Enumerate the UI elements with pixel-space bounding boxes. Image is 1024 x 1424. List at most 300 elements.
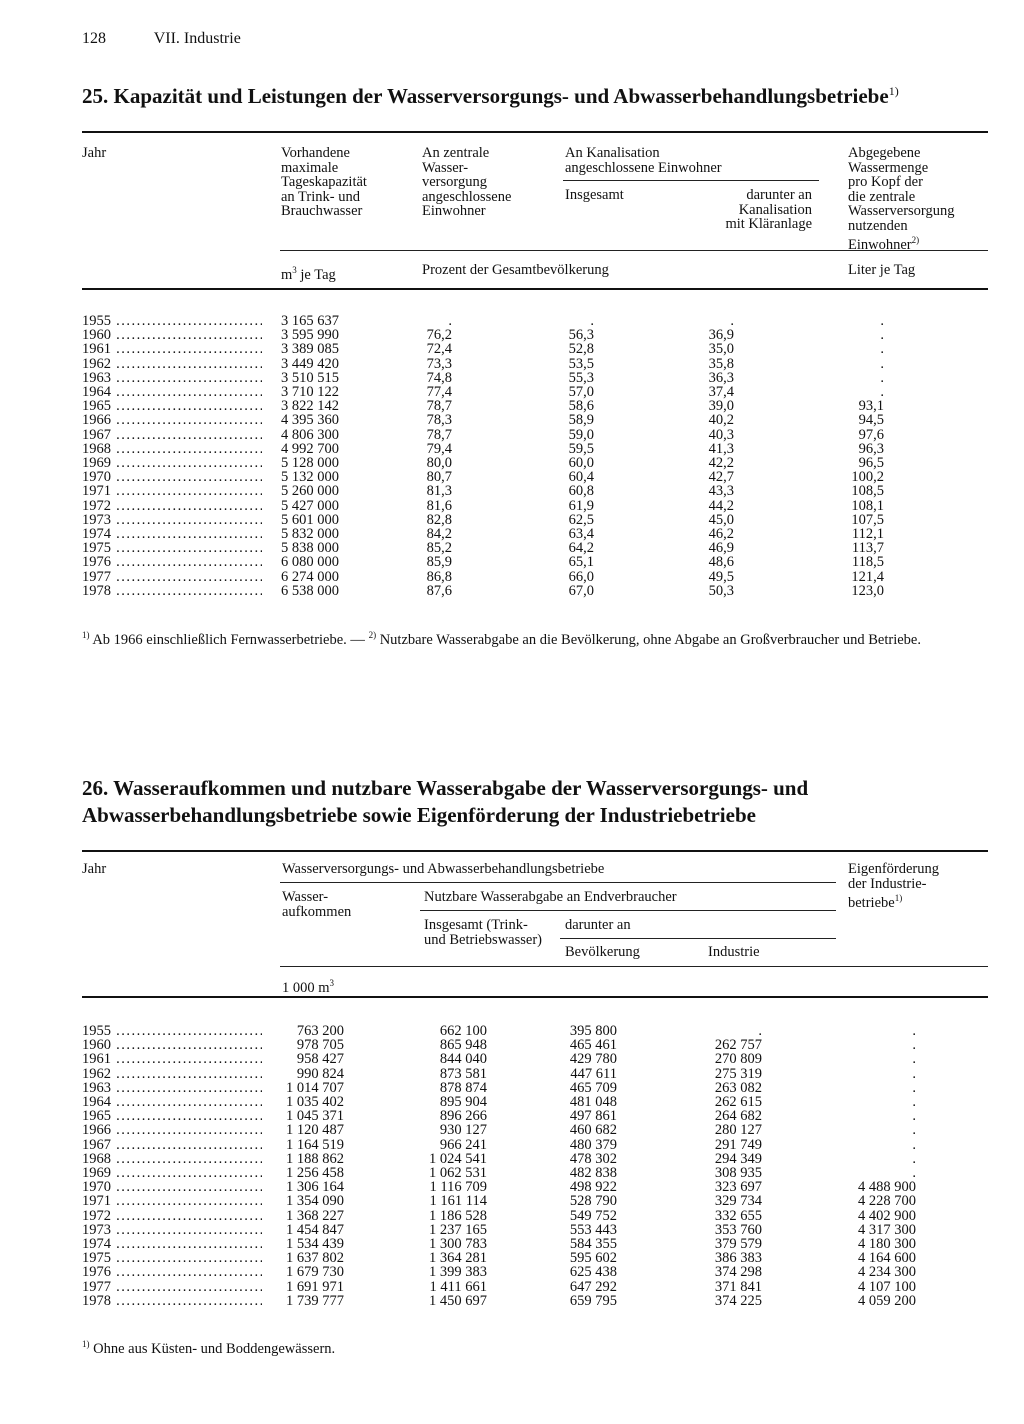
cell-year: 1969 .....	[82, 456, 262, 470]
nutzbar-subrule	[420, 910, 836, 911]
cell-capacity: 3 595 990	[281, 327, 339, 344]
cell-central-percent: 78,7	[426, 426, 452, 443]
table-row	[0, 1123, 1024, 1137]
cell-aufkommen: 1 035 402	[286, 1094, 344, 1110]
col-central-header: An zentrale Wasser- versorgung angeschlossene Einwohner	[422, 145, 512, 219]
table-row	[0, 1251, 1024, 1265]
cell-year: 1970 .....	[82, 470, 262, 484]
col-abgegeben-header: Abgegebene Wassermenge pro Kopf der die zentrale Wasserversorgung nutzenden Einwohner$^{2)}$	[848, 145, 955, 253]
cell-kanalisation-percent: 58,9	[568, 412, 594, 429]
cell-aufkommen: 1 637 802	[286, 1250, 344, 1267]
cell-year: 1955 .....	[82, 314, 262, 328]
cell-insgesamt: 1 399 383	[429, 1264, 487, 1281]
cell-central-percent: 80,7	[426, 469, 452, 486]
cell-capacity: 4 395 360	[281, 412, 339, 429]
cell-industrie: .	[758, 1023, 762, 1039]
cell-aufkommen: 1 256 458	[286, 1165, 344, 1181]
cell-year: 1967 .....	[82, 1138, 262, 1152]
cell-central-percent: 76,2	[426, 327, 452, 344]
cell-eigenfoerderung: .	[912, 1079, 916, 1096]
cell-central-percent: 84,2	[426, 526, 452, 542]
cell-central-percent: 73,3	[426, 355, 452, 372]
unit-capacity: $m^3$ je Tag	[281, 265, 336, 283]
units-upper-rule	[280, 250, 988, 251]
table-26-title: 26. Wasseraufkommen und nutzbare Wasserabgabe der Wasserversorgungs- und Abwasserbehandlungsbetriebe sowie Eigenförderung der Industriebetriebe	[82, 776, 809, 827]
cell-capacity: 3 449 420	[281, 355, 339, 372]
cell-kanalisation-percent: 67,0	[568, 582, 594, 599]
cell-insgesamt: 1 062 531	[429, 1165, 487, 1181]
cell-industrie: 280 127	[714, 1122, 762, 1139]
table-row	[0, 456, 1024, 470]
cell-klaeranlage-percent: 48,6	[708, 554, 734, 571]
table-row	[0, 1067, 1024, 1081]
units-rule-26	[280, 966, 988, 967]
cell-bevoelkerung: 480 379	[569, 1136, 617, 1153]
table-row	[0, 1081, 1024, 1095]
cell-eigenfoerderung: 4 317 300	[858, 1221, 916, 1238]
cell-aufkommen: 1 368 227	[286, 1207, 344, 1224]
table-row	[0, 314, 1024, 328]
cell-insgesamt: 966 241	[439, 1136, 487, 1153]
cell-insgesamt: 662 100	[439, 1023, 487, 1039]
cell-liter-per-day: 112,1	[851, 526, 884, 542]
cell-kanalisation-percent: 61,9	[568, 497, 594, 514]
cell-liter-per-day: 96,5	[858, 455, 884, 471]
cell-industrie: 332 655	[714, 1207, 762, 1224]
table-row	[0, 385, 1024, 399]
cell-eigenfoerderung: .	[912, 1108, 916, 1125]
cell-year: 1961 .....	[82, 1052, 262, 1066]
cell-insgesamt: 1 237 165	[429, 1221, 487, 1238]
cell-kanalisation-percent: 53,5	[568, 355, 594, 372]
cell-central-percent: 77,4	[426, 384, 452, 400]
cell-eigenfoerderung: 4 180 300	[858, 1236, 916, 1252]
cell-insgesamt: 1 116 709	[429, 1179, 487, 1196]
cell-capacity: 6 538 000	[281, 582, 339, 599]
table-row	[0, 513, 1024, 527]
cell-year: 1972 .....	[82, 499, 262, 513]
cell-insgesamt: 896 266	[439, 1108, 487, 1125]
cell-kanalisation-percent: 60,8	[568, 483, 594, 500]
table-row	[0, 357, 1024, 371]
col-aufkommen-header: Wasser- aufkommen	[282, 889, 352, 920]
cell-aufkommen: 990 824	[296, 1065, 344, 1082]
cell-industrie: 294 349	[714, 1150, 762, 1167]
cell-klaeranlage-percent: 49,5	[708, 568, 734, 585]
cell-bevoelkerung: 465 709	[569, 1079, 617, 1096]
cell-liter-per-day: 100,2	[851, 469, 884, 486]
cell-kanalisation-percent: 56,3	[568, 327, 594, 344]
cell-liter-per-day: 107,5	[851, 511, 884, 528]
cell-year: 1971 .....	[82, 484, 262, 498]
cell-bevoelkerung: 447 611	[570, 1065, 617, 1082]
cell-central-percent: 78,7	[426, 398, 452, 415]
cell-industrie: 262 615	[714, 1094, 762, 1110]
cell-insgesamt: 1 161 114	[429, 1193, 487, 1210]
cell-liter-per-day: 97,6	[858, 426, 884, 443]
col-jahr-header: Jahr	[82, 145, 107, 161]
table-row	[0, 470, 1024, 484]
cell-kanalisation-percent: 59,5	[568, 440, 594, 457]
table-row	[0, 584, 1024, 598]
col-insgesamt-header: Insgesamt	[565, 187, 624, 203]
table-row	[0, 399, 1024, 413]
cell-aufkommen: 1 354 090	[286, 1193, 344, 1210]
cell-central-percent: 74,8	[426, 369, 452, 386]
table-25-header-bottom-rule	[82, 288, 988, 290]
cell-year: 1975 .....	[82, 541, 262, 555]
cell-insgesamt: 873 581	[439, 1065, 487, 1082]
cell-year: 1964 .....	[82, 385, 262, 399]
cell-year: 1973 .....	[82, 513, 262, 527]
table-row	[0, 1024, 1024, 1038]
cell-aufkommen: 1 188 862	[286, 1150, 344, 1167]
cell-eigenfoerderung: .	[912, 1094, 916, 1110]
cell-insgesamt: 1 364 281	[429, 1250, 487, 1267]
cell-industrie: 263 082	[714, 1079, 762, 1096]
cell-klaeranlage-percent: 36,3	[708, 369, 734, 386]
cell-central-percent: .	[448, 313, 452, 329]
cell-liter-per-day: .	[880, 384, 884, 400]
cell-central-percent: 81,3	[426, 483, 452, 500]
cell-aufkommen: 1 120 487	[286, 1122, 344, 1139]
cell-insgesamt: 1 024 541	[429, 1150, 487, 1167]
col-insgesamt-header-26: Insgesamt (Trink- und Betriebswasser)	[424, 917, 542, 948]
cell-year: 1963 .....	[82, 371, 262, 385]
cell-aufkommen: 1 164 519	[286, 1136, 344, 1153]
cell-kanalisation-percent: 60,0	[568, 455, 594, 471]
cell-year: 1972 .....	[82, 1209, 262, 1223]
cell-liter-per-day: .	[880, 355, 884, 372]
cell-capacity: 3 510 515	[281, 369, 339, 386]
cell-bevoelkerung: 553 443	[569, 1221, 617, 1238]
cell-klaeranlage-percent: 46,9	[708, 540, 734, 557]
darunter-subrule	[560, 938, 836, 939]
cell-aufkommen: 1 679 730	[286, 1264, 344, 1281]
table-row	[0, 555, 1024, 569]
table-row	[0, 1166, 1024, 1180]
cell-year: 1971 .....	[82, 1194, 262, 1208]
col-group-header: Wasserversorgungs- und Abwasserbehandlungsbetriebe	[282, 861, 605, 877]
cell-year: 1965 .....	[82, 1109, 262, 1123]
cell-insgesamt: 878 874	[439, 1079, 487, 1096]
cell-central-percent: 87,6	[426, 582, 452, 599]
cell-central-percent: 81,6	[426, 497, 452, 514]
cell-klaeranlage-percent: 43,3	[708, 483, 734, 500]
cell-year: 1978 .....	[82, 1294, 262, 1308]
cell-year: 1965 .....	[82, 399, 262, 413]
cell-bevoelkerung: 549 752	[569, 1207, 617, 1224]
cell-capacity: 3 165 637	[281, 313, 339, 329]
cell-eigenfoerderung: .	[912, 1150, 916, 1167]
cell-capacity: 5 601 000	[281, 511, 339, 528]
table-row	[0, 442, 1024, 456]
cell-capacity: 5 128 000	[281, 455, 339, 471]
cell-eigenfoerderung: .	[912, 1165, 916, 1181]
cell-kanalisation-percent: 64,2	[568, 540, 594, 557]
cell-insgesamt: 1 186 528	[429, 1207, 487, 1224]
cell-capacity: 3 389 085	[281, 341, 339, 358]
cell-year: 1973 .....	[82, 1223, 262, 1237]
cell-central-percent: 72,4	[426, 341, 452, 358]
cell-kanalisation-percent: 52,8	[568, 341, 594, 358]
cell-industrie: 323 697	[714, 1179, 762, 1196]
cell-kanalisation-percent: 55,3	[568, 369, 594, 386]
table-row	[0, 413, 1024, 427]
cell-capacity: 6 274 000	[281, 568, 339, 585]
cell-industrie: 379 579	[714, 1236, 762, 1252]
cell-kanalisation-percent: 66,0	[568, 568, 594, 585]
cell-bevoelkerung: 498 922	[569, 1179, 617, 1196]
cell-kanalisation-percent: .	[590, 313, 594, 329]
cell-kanalisation-percent: 62,5	[568, 511, 594, 528]
cell-eigenfoerderung: 4 234 300	[858, 1264, 916, 1281]
cell-year: 1963 .....	[82, 1081, 262, 1095]
cell-year: 1955 .....	[82, 1024, 262, 1038]
cell-klaeranlage-percent: 50,3	[708, 582, 734, 599]
cell-liter-per-day: 121,4	[851, 568, 884, 585]
cell-eigenfoerderung: .	[912, 1136, 916, 1153]
cell-aufkommen: 1 045 371	[286, 1108, 344, 1125]
table-row	[0, 1280, 1024, 1294]
cell-aufkommen: 1 014 707	[286, 1079, 344, 1096]
cell-liter-per-day: 113,7	[851, 540, 884, 557]
cell-industrie: 291 749	[714, 1136, 762, 1153]
cell-year: 1964 .....	[82, 1095, 262, 1109]
table-row	[0, 527, 1024, 541]
cell-industrie: 371 841	[714, 1278, 762, 1295]
table-25-title: 25. Kapazität und Leistungen der Wasserversorgungs- und Abwasserbehandlungsbetriebe$^{1)}$	[82, 84, 899, 108]
cell-klaeranlage-percent: 37,4	[708, 384, 734, 400]
cell-year: 1976 .....	[82, 1265, 262, 1279]
cell-year: 1961 .....	[82, 342, 262, 356]
cell-eigenfoerderung: .	[912, 1065, 916, 1082]
cell-insgesamt: 865 948	[439, 1037, 487, 1054]
col-capacity-header: Vorhandene maximale Tageskapazität an Trink- und Brauchwasser	[281, 145, 367, 219]
cell-industrie: 374 298	[714, 1264, 762, 1281]
cell-klaeranlage-percent: 46,2	[708, 526, 734, 542]
table-row	[0, 484, 1024, 498]
cell-insgesamt: 895 904	[439, 1094, 487, 1110]
cell-liter-per-day: .	[880, 341, 884, 358]
cell-aufkommen: 1 739 777	[286, 1292, 344, 1309]
cell-eigenfoerderung: 4 059 200	[858, 1292, 916, 1309]
col-kanalisation-header: An Kanalisation angeschlossene Einwohner	[565, 145, 722, 176]
cell-capacity: 5 838 000	[281, 540, 339, 557]
cell-liter-per-day: .	[880, 369, 884, 386]
cell-liter-per-day: 108,1	[851, 497, 884, 514]
table-row	[0, 541, 1024, 555]
unit-26: 1 000 $m^3$	[282, 978, 335, 996]
cell-klaeranlage-percent: 45,0	[708, 511, 734, 528]
cell-eigenfoerderung: .	[912, 1051, 916, 1068]
cell-kanalisation-percent: 60,4	[568, 469, 594, 486]
cell-klaeranlage-percent: 35,0	[708, 341, 734, 358]
table-row	[0, 1138, 1024, 1152]
cell-insgesamt: 844 040	[439, 1051, 487, 1068]
cell-year: 1974 .....	[82, 527, 262, 541]
cell-kanalisation-percent: 65,1	[568, 554, 594, 571]
cell-eigenfoerderung: 4 402 900	[858, 1207, 916, 1224]
cell-bevoelkerung: 497 861	[569, 1108, 617, 1125]
cell-aufkommen: 958 427	[296, 1051, 344, 1068]
cell-industrie: 262 757	[714, 1037, 762, 1054]
cell-year: 1968 .....	[82, 442, 262, 456]
cell-bevoelkerung: 429 780	[569, 1051, 617, 1068]
col-nutzbar-header: Nutzbare Wasserabgabe an Endverbraucher	[424, 889, 677, 905]
cell-klaeranlage-percent: 39,0	[708, 398, 734, 415]
table-row	[0, 1038, 1024, 1052]
table-row	[0, 1223, 1024, 1237]
cell-klaeranlage-percent: 35,8	[708, 355, 734, 372]
cell-year: 1960 .....	[82, 328, 262, 342]
cell-liter-per-day: .	[880, 313, 884, 329]
cell-capacity: 3 822 142	[281, 398, 339, 415]
page-number: 128	[82, 30, 106, 47]
table-row	[0, 328, 1024, 342]
cell-year: 1977 .....	[82, 1280, 262, 1294]
table-row	[0, 1180, 1024, 1194]
cell-capacity: 4 992 700	[281, 440, 339, 457]
cell-bevoelkerung: 595 602	[569, 1250, 617, 1267]
cell-aufkommen: 1 691 971	[286, 1278, 344, 1295]
cell-aufkommen: 763 200	[296, 1023, 344, 1039]
col-klaeranlage-header: darunter an Kanalisation mit Kläranlage	[725, 187, 812, 232]
cell-liter-per-day: 93,1	[858, 398, 884, 415]
cell-year: 1974 .....	[82, 1237, 262, 1251]
cell-central-percent: 79,4	[426, 440, 452, 457]
cell-capacity: 5 260 000	[281, 483, 339, 500]
cell-year: 1967 .....	[82, 428, 262, 442]
cell-capacity: 6 080 000	[281, 554, 339, 571]
cell-central-percent: 80,0	[426, 455, 452, 471]
table-26-footnote: $^{1)}$ Ohne aus Küsten- und Boddengewässern.	[82, 1339, 336, 1357]
cell-central-percent: 85,9	[426, 554, 452, 571]
table-row	[0, 499, 1024, 513]
cell-capacity: 5 132 000	[281, 469, 339, 486]
cell-central-percent: 85,2	[426, 540, 452, 557]
cell-bevoelkerung: 659 795	[569, 1292, 617, 1309]
cell-central-percent: 78,3	[426, 412, 452, 429]
cell-aufkommen: 978 705	[296, 1037, 344, 1054]
running-header	[82, 30, 241, 48]
cell-industrie: 386 383	[714, 1250, 762, 1267]
cell-capacity: 5 427 000	[281, 497, 339, 514]
cell-year: 1960 .....	[82, 1038, 262, 1052]
cell-industrie: 374 225	[714, 1292, 762, 1309]
col-bevoelkerung-header: Bevölkerung	[565, 944, 640, 960]
col-jahr-header-26: Jahr	[82, 861, 107, 877]
cell-klaeranlage-percent: .	[730, 313, 734, 329]
table-25-footnote: $^{1)}$ Ab 1966 einschließlich Fernwasserbetriebe. — $^{2)}$ Nutzbare Wasserabgabe an die Bevölkerung, ohne Abgabe an Großverbraucher und Betriebe.	[82, 630, 921, 648]
cell-year: 1977 .....	[82, 570, 262, 584]
cell-aufkommen: 1 306 164	[286, 1179, 344, 1196]
cell-liter-per-day: 94,5	[858, 412, 884, 429]
cell-bevoelkerung: 460 682	[569, 1122, 617, 1139]
cell-eigenfoerderung: 4 164 600	[858, 1250, 916, 1267]
table-row	[0, 428, 1024, 442]
cell-capacity: 4 806 300	[281, 426, 339, 443]
kanalisation-subrule	[563, 180, 819, 181]
cell-klaeranlage-percent: 42,7	[708, 469, 734, 486]
cell-industrie: 275 319	[714, 1065, 762, 1082]
cell-year: 1975 .....	[82, 1251, 262, 1265]
table-row	[0, 570, 1024, 584]
cell-year: 1966 .....	[82, 413, 262, 427]
cell-central-percent: 82,8	[426, 511, 452, 528]
unit-liter: Liter je Tag	[848, 262, 916, 278]
cell-klaeranlage-percent: 44,2	[708, 497, 734, 514]
cell-kanalisation-percent: 63,4	[568, 526, 594, 542]
cell-bevoelkerung: 481 048	[569, 1094, 617, 1110]
table-26-header-bottom-rule	[82, 996, 988, 998]
cell-klaeranlage-percent: 36,9	[708, 327, 734, 344]
table-row	[0, 1194, 1024, 1208]
table-row	[0, 1209, 1024, 1223]
table-row	[0, 1052, 1024, 1066]
cell-year: 1968 .....	[82, 1152, 262, 1166]
cell-capacity: 5 832 000	[281, 526, 339, 542]
table-row	[0, 1109, 1024, 1123]
table-row	[0, 1095, 1024, 1109]
col-industrie-header: Industrie	[708, 944, 760, 960]
cell-year: 1966 .....	[82, 1123, 262, 1137]
cell-insgesamt: 1 300 783	[429, 1236, 487, 1252]
cell-industrie: 264 682	[714, 1108, 762, 1125]
cell-aufkommen: 1 454 847	[286, 1221, 344, 1238]
cell-industrie: 353 760	[714, 1221, 762, 1238]
cell-year: 1976 .....	[82, 555, 262, 569]
col-eigen-header: Eigenförderung der Industrie- betriebe$^{1)}$	[848, 861, 939, 911]
cell-kanalisation-percent: 57,0	[568, 384, 594, 400]
cell-klaeranlage-percent: 40,2	[708, 412, 734, 429]
cell-eigenfoerderung: 4 488 900	[858, 1179, 916, 1196]
cell-eigenfoerderung: .	[912, 1023, 916, 1039]
chapter-title: VII. Industrie	[153, 30, 241, 47]
cell-liter-per-day: 123,0	[851, 582, 884, 599]
cell-eigenfoerderung: 4 107 100	[858, 1278, 916, 1295]
cell-industrie: 308 935	[714, 1165, 762, 1181]
cell-bevoelkerung: 625 438	[569, 1264, 617, 1281]
cell-insgesamt: 930 127	[439, 1122, 487, 1139]
table-row	[0, 342, 1024, 356]
cell-bevoelkerung: 465 461	[569, 1037, 617, 1054]
cell-central-percent: 86,8	[426, 568, 452, 585]
cell-year: 1970 .....	[82, 1180, 262, 1194]
table-row	[0, 1152, 1024, 1166]
cell-bevoelkerung: 482 838	[569, 1165, 617, 1181]
cell-bevoelkerung: 478 302	[569, 1150, 617, 1167]
cell-kanalisation-percent: 59,0	[568, 426, 594, 443]
cell-eigenfoerderung: 4 228 700	[858, 1193, 916, 1210]
cell-bevoelkerung: 395 800	[569, 1023, 617, 1039]
cell-liter-per-day: 108,5	[851, 483, 884, 500]
cell-insgesamt: 1 411 661	[429, 1278, 487, 1295]
cell-klaeranlage-percent: 42,2	[708, 455, 734, 471]
cell-capacity: 3 710 122	[281, 384, 339, 400]
cell-insgesamt: 1 450 697	[429, 1292, 487, 1309]
table-26-top-rule	[82, 850, 988, 852]
table-row	[0, 1237, 1024, 1251]
table-row	[0, 371, 1024, 385]
cell-klaeranlage-percent: 40,3	[708, 426, 734, 443]
cell-liter-per-day: 96,3	[858, 440, 884, 457]
cell-year: 1962 .....	[82, 357, 262, 371]
cell-industrie: 329 734	[714, 1193, 762, 1210]
cell-year: 1969 .....	[82, 1166, 262, 1180]
table-row	[0, 1265, 1024, 1279]
cell-industrie: 270 809	[714, 1051, 762, 1068]
